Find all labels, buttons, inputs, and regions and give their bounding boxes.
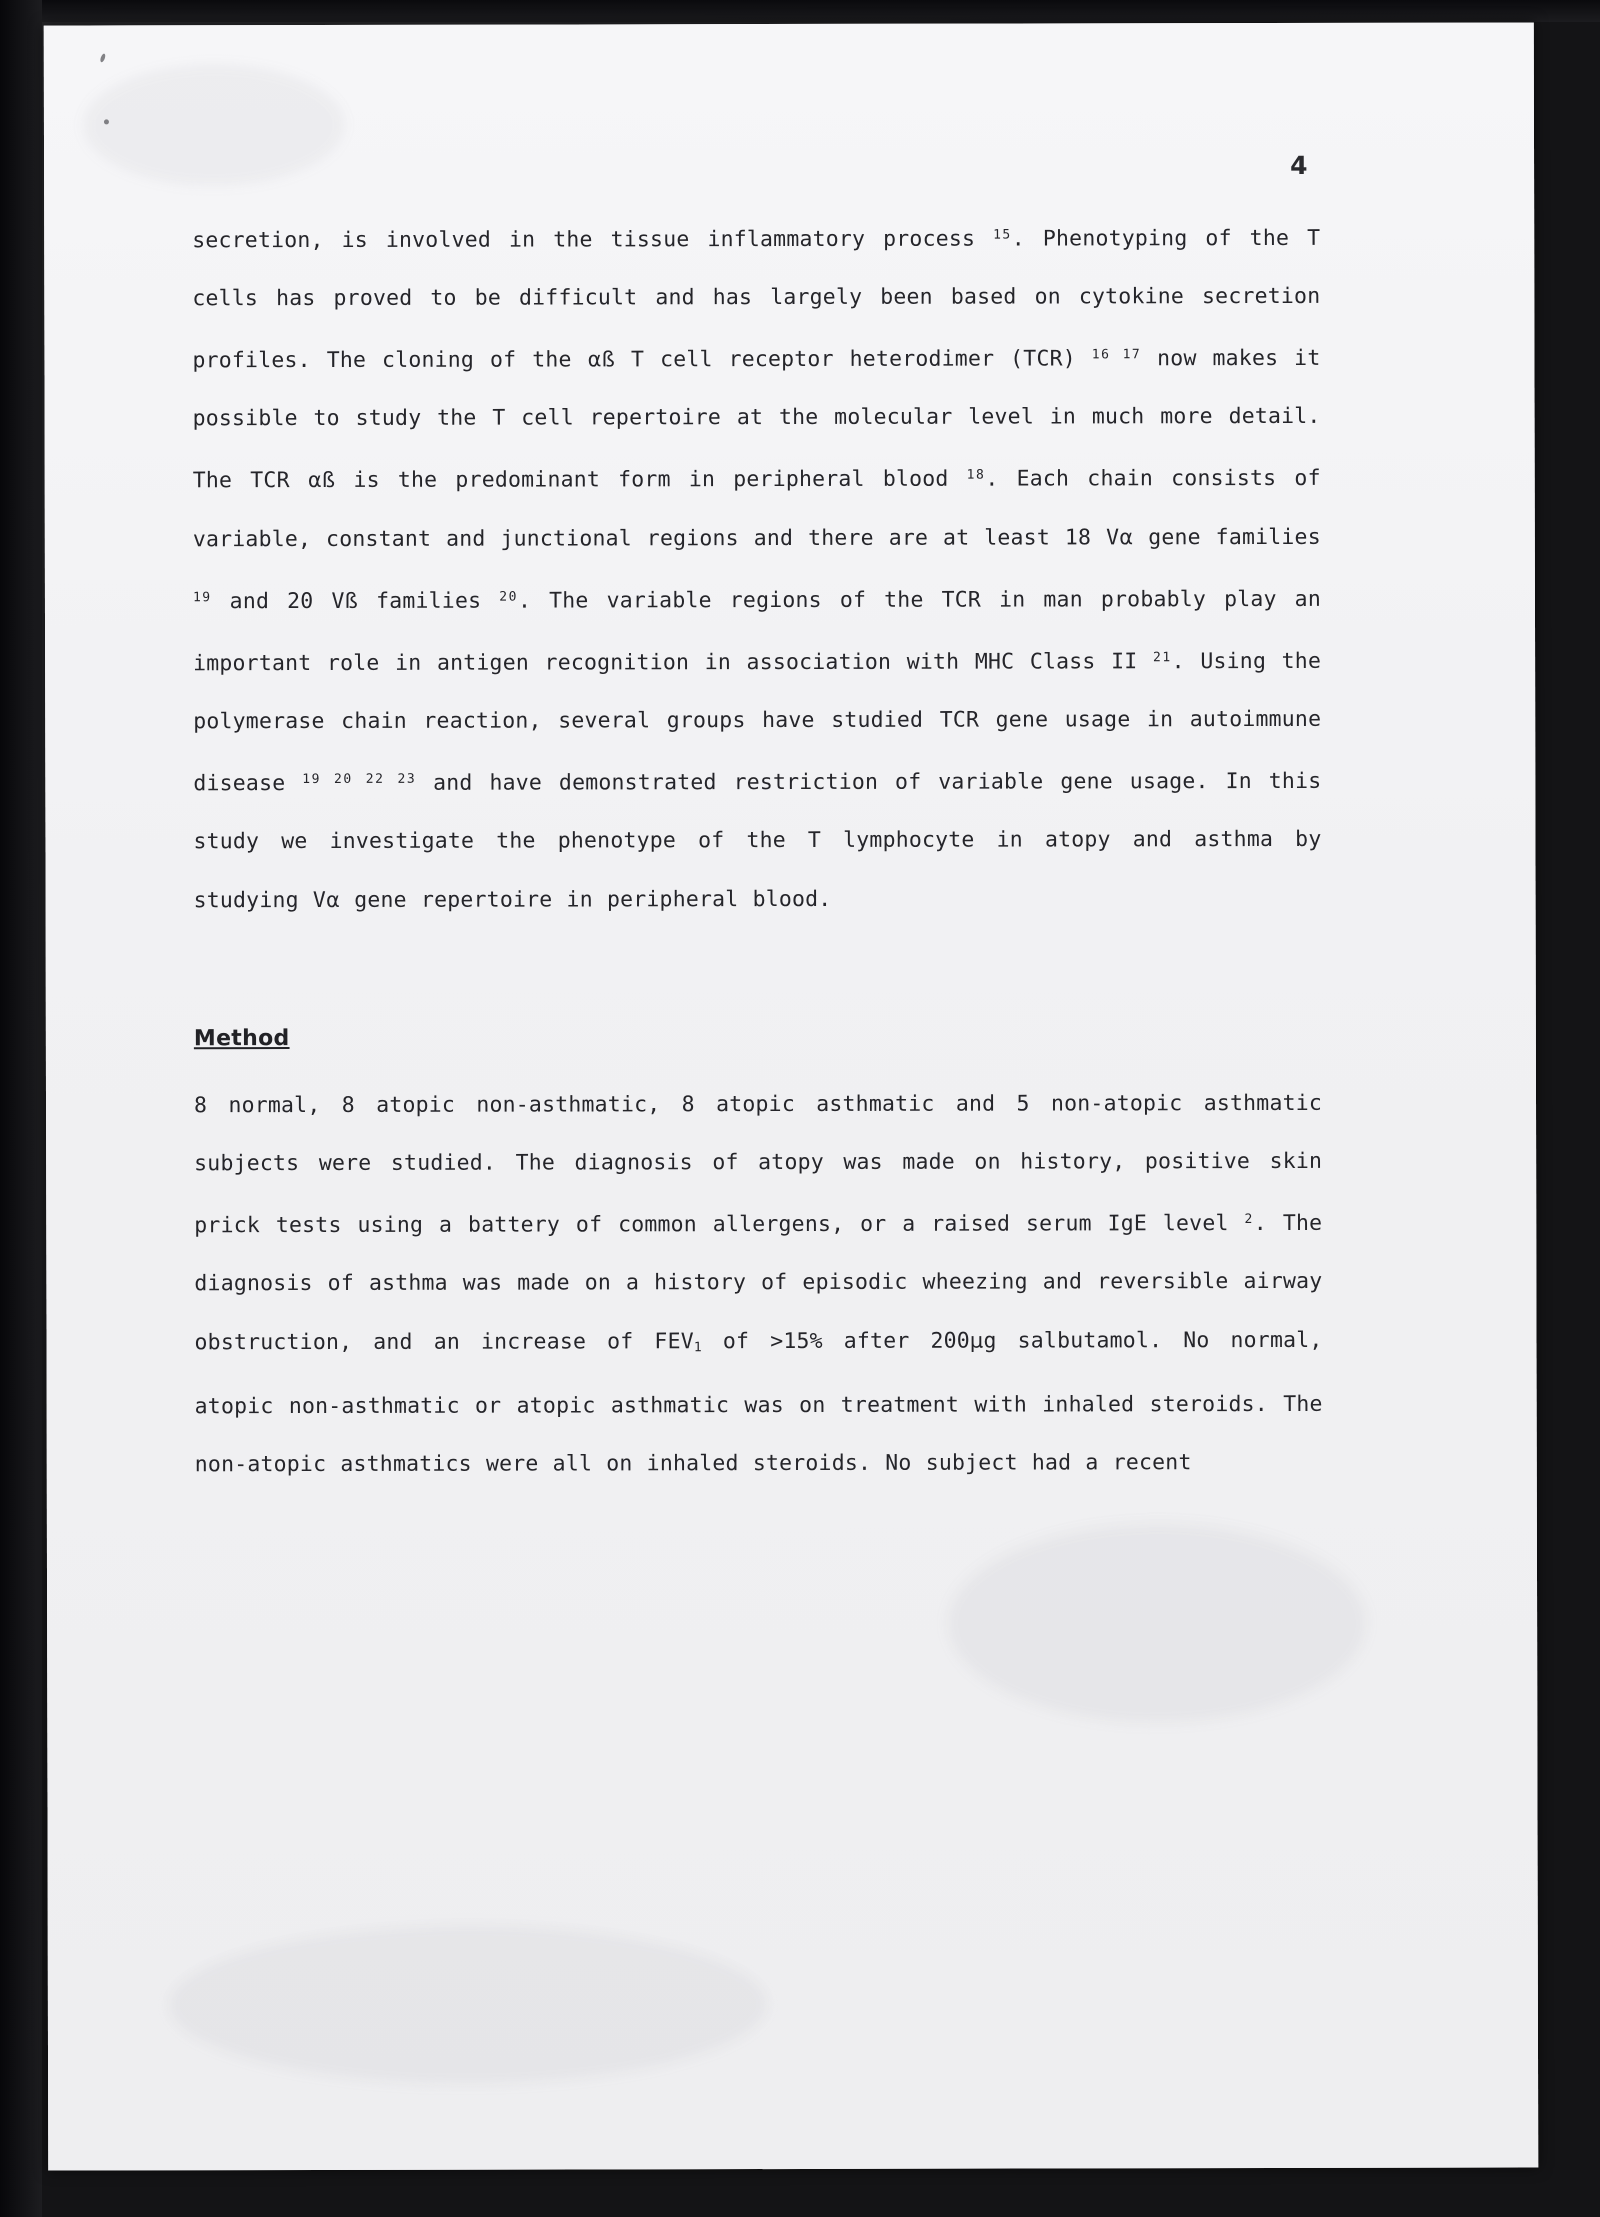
greek-alpha: α — [326, 887, 341, 912]
text-run: gene repertoire in peripheral blood. — [340, 886, 832, 913]
text-run: families — [358, 588, 500, 614]
text-run: is the predominant form in peripheral blood — [335, 466, 967, 493]
greek-alpha-beta: αß — [307, 467, 336, 493]
text-run: secretion, is involved in the tissue inflammatory process — [192, 226, 994, 254]
greek-alpha: α — [1119, 525, 1134, 550]
document-page — [44, 22, 1538, 2170]
text-run: and have demonstrated restriction of variable gene usage. In this study we investigate the phenotype of the T lymphocyte in atopy and asthma by studying V — [193, 768, 1322, 914]
text-run: T cell receptor heterodimer (TCR) — [615, 346, 1092, 373]
citation-ref: 18 — [966, 467, 986, 483]
text-run: gene families — [1133, 524, 1321, 551]
text-run: g salbutamol. No normal, atopic non-asthmatic or atopic asthmatic was on treatment with inhaled steroids. The non-atopic asthmatics were all on inhaled steroids. No subject had a recent — [194, 1327, 1323, 1478]
page-number: 4 — [1290, 150, 1309, 180]
citation-ref: 2 — [1244, 1212, 1254, 1228]
subscript-one: 1 — [693, 1340, 702, 1356]
citation-ref: 21 — [1152, 650, 1172, 666]
text-run: . Phenotyping of the T cells has proved to be difficult and has largely been based on cytokine secretion profiles. The cloning of the — [192, 225, 1321, 374]
citation-ref: 19 20 22 23 — [302, 771, 417, 788]
citation-ref: 15 — [993, 227, 1012, 243]
section-heading-method: Method — [193, 1026, 290, 1052]
scan-edge-top — [0, 0, 1600, 22]
citation-ref: 16 17 — [1091, 347, 1142, 363]
scan-blotch — [947, 1523, 1367, 1724]
greek-beta: ß — [344, 588, 359, 613]
greek-mu: µ — [969, 1328, 984, 1353]
scan-edge-left — [0, 0, 42, 2217]
page-surface — [44, 22, 1538, 2170]
scan-speck — [104, 119, 109, 124]
text-run: and 20 V — [211, 588, 345, 615]
text-run: now makes it possible to study the T cell repertoire at the molecular level in much more detail. The TCR — [192, 345, 1321, 494]
page-content — [192, 151, 1323, 1494]
body-paragraph-intro — [192, 206, 1322, 930]
text-run: . Each chain consists of variable, constant and junctional regions and there are at least 18 V — [192, 465, 1321, 553]
citation-ref: 20 — [499, 589, 518, 605]
text-run: . The diagnosis of asthma was made on a history of episodic wheezing and reversible airway obstruction, and an increase of FEV — [194, 1210, 1323, 1356]
scan-blotch — [168, 1924, 768, 2085]
text-run: 8 normal, 8 atopic non-asthmatic, 8 atopic asthmatic and 5 non-atopic asthmatic subjects were studied. The diagnosis of atopy was made on history, positive skin prick tests using a battery of common allergens, or a raised serum IgE level — [193, 1090, 1323, 1239]
scan-speck — [99, 53, 106, 63]
greek-alpha-beta: αß — [587, 347, 616, 372]
citation-ref: 19 — [192, 590, 212, 606]
text-run: . Using the polymerase chain reaction, several groups have studied TCR gene usage in autoimmune disease — [193, 648, 1322, 797]
text-run: . The variable regions of the TCR in man probably play an important role in antigen recognition in association with MHC Class II — [193, 586, 1322, 677]
body-paragraph-method — [194, 1075, 1323, 1494]
text-run: of >15% after 200 — [701, 1328, 970, 1355]
